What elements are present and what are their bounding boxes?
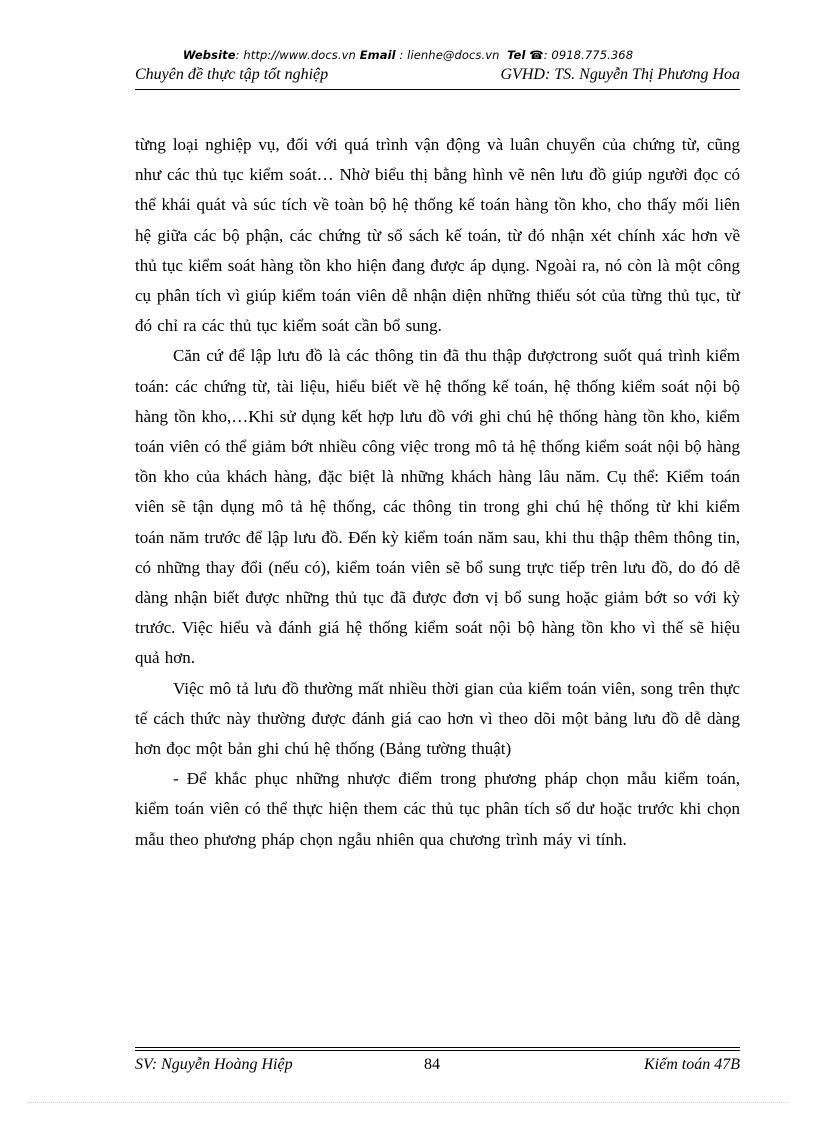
footer-divider-bottom bbox=[135, 1050, 740, 1051]
page-header bbox=[135, 66, 740, 88]
paragraph-4: - Để khắc phục những nhược điểm trong phương pháp chọn mẫu kiểm toán, kiểm toán viên có thể thực hiện them các thủ tục phân tích số dư hoặc trước khi chọn mẫu theo phương pháp chọn ngẫu nhiên qua chương trình máy vi tính. bbox=[135, 769, 740, 849]
class-name: Kiểm toán 47B bbox=[644, 1056, 740, 1073]
website-label: Website bbox=[182, 48, 236, 62]
body-text bbox=[135, 130, 740, 855]
email-label: Email bbox=[359, 48, 396, 62]
tel-number: : 0918.775.368 bbox=[543, 48, 634, 62]
phone-icon: ☎ bbox=[529, 48, 544, 62]
page-number: 84 bbox=[424, 1056, 440, 1073]
paragraph-1: từng loại nghiệp vụ, đối với quá trình vận động và luân chuyển của chứng từ, cũng như các thủ tục kiểm soát… Nhờ biểu thị bằng hình vẽ nên lưu đồ giúp người đọc có thể khái quát và súc tích về toàn bộ hệ thống kế toán hàng tồn kho, cho thấy mối liên hệ giữa các bộ phận, các chứng từ sổ sách kế toán, từ đó nhận xét chính xác hơn về thủ tục kiểm soát hàng tồn kho hiện đang được áp dụng. Ngoài ra, nó còn là một công cụ phân tích vì giúp kiểm toán viên dễ nhận diện những thiếu sót của từng thủ tục, từ đó chỉ ra các thủ tục kiểm soát cần bổ sung. bbox=[135, 135, 740, 336]
student-name: SV: Nguyễn Hoàng Hiệp bbox=[135, 1056, 293, 1073]
website-contact-line bbox=[0, 48, 816, 62]
report-title: Chuyên đề thực tập tốt nghiệp bbox=[135, 66, 329, 83]
footer-divider-top bbox=[135, 1047, 740, 1048]
header-divider bbox=[135, 89, 740, 90]
supervisor-name: GVHD: TS. Nguyễn Thị Phương Hoa bbox=[500, 66, 740, 83]
page-footer bbox=[135, 1056, 740, 1078]
page-bottom-guide bbox=[28, 1102, 788, 1103]
paragraph-2: Căn cứ để lập lưu đồ là các thông tin đã thu thập đượctrong suốt quá trình kiểm toán: các chứng từ, tài liệu, hiểu biết về hệ thống kế toán, hệ thống kiểm soát nội bộ hàng tồn kho,…Khi sử dụng kết hợp lưu đồ với ghi chú hệ thống hàng tồn kho, kiểm toán viên có thể giảm bớt nhiều công việc trong mô tả hệ thống kiểm soát nội bộ hàng tồn kho của khách hàng, đặc biệt là những khách hàng lâu năm. Cụ thể: Kiểm toán viên sẽ tận dụng mô tả hệ thống, các thông tin trong ghi chú hệ thống từ khi kiểm toán năm trước để lập lưu đồ. Đến kỳ kiểm toán năm sau, khi thu thập thêm thông tin, có những thay đổi (nếu có), kiểm toán viên sẽ bổ sung trực tiếp trên lưu đồ, do đó dễ dàng nhận biết được những thủ tục đã được đơn vị bổ sung hoặc giảm bớt so với kỳ trước. Việc hiểu và đánh giá hệ thống kiểm soát nội bộ hàng tồn kho vì thế sẽ hiệu quả hơn. bbox=[135, 346, 740, 668]
tel-label: Tel bbox=[507, 48, 526, 62]
email-address: : lienhe@docs.vn bbox=[395, 48, 500, 62]
website-url: : http://www.docs.vn bbox=[235, 48, 356, 62]
paragraph-3: Việc mô tả lưu đồ thường mất nhiều thời gian của kiểm toán viên, song trên thực tế cách thức này thường được đánh giá cao hơn vì theo dõi một bảng lưu đồ dễ dàng hơn đọc một bản ghi chú hệ thống (Bảng tường thuật) bbox=[135, 678, 740, 759]
